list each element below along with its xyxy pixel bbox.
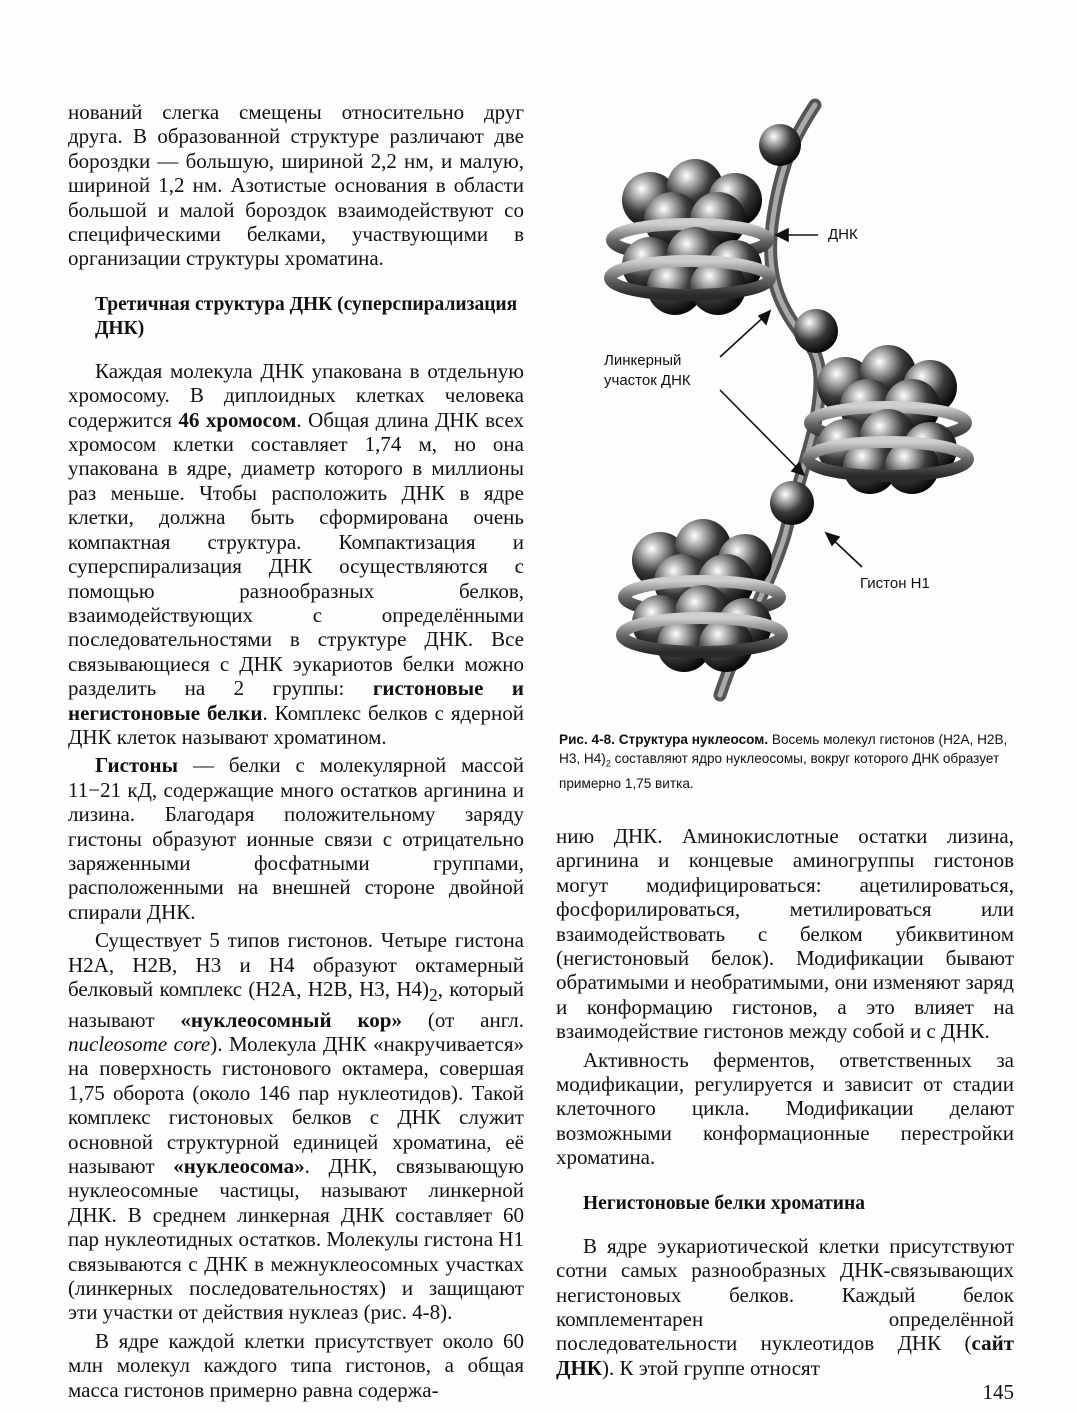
left-text-column xyxy=(68,100,524,1402)
nucleosome-illustration xyxy=(590,95,1030,710)
paragraph-histones: Гистоны — белки с молекулярной массой 11−21 кД, содержащие много остатков аргинина и лизина. Благодаря положительному заряду гистоны образуют ионные связи с отрицательно заряженными фосфатными группами, расположенными на внешней стороне двойной спирали ДНК. xyxy=(68,753,524,924)
paragraph-histone-count: В ядре каждой клетки присутствует около 60 млн молекул каждого типа гистонов, а общая масса гистонов примерно равна содержа- xyxy=(68,1328,524,1402)
nucleosome-figure xyxy=(590,95,1030,710)
linker-ball-1 xyxy=(759,124,801,166)
histone-h1-ball xyxy=(770,481,814,525)
figure-caption: Рис. 4-8. Структура нуклеосом. Восемь молекул гистонов (Н2А, Н2В, Н3, $Н4)_2$ составляют ядро нуклеосомы, вокруг которого ДНК образует примерно 1,75 витка. xyxy=(559,732,1008,791)
nucleosome-middle xyxy=(808,345,968,494)
paragraph-nonhistone: В ядре эукариотической клетки присутствуют сотни самых разнообразных ДНК-связывающих негистоновых белков. Каждый белок комплементарен определённой последовательности нуклеотидов ДНК (сайт ДНК). К этой группе относят xyxy=(556,1233,1014,1380)
label-dna: ДНК xyxy=(828,226,858,243)
paragraph-histone-types: Существует 5 типов гистонов. Четыре гистона Н2А, Н2В, Н3 и Н4 образуют октамерный белковый комплекс (Н2А, Н2В, Н3, $Н4)_2$, который называют «нуклеосомный кор» (от англ. nucleosome core). Молекула ДНК «накручивается» на поверхность гистонового октамера, совершая 1,75 оборота (около 146 пар нуклеотидов). Такой комплекс гистоновых белков с ДНК служит основной структурной единицей хроматина, её называют «нуклеосома». ДНК, связывающую нуклеосомные частицы, называют линкерной ДНК. В среднем линкерная ДНК составляет 60 пар нуклеотидных остатков. Молекулы гистона Н1 связываются с ДНК в межнуклеосомных участках (линкерных последовательностях) и защищают эти участки от действия нуклеаз (рис. 4-8). xyxy=(68,928,524,1325)
page-number: 145 xyxy=(982,1380,1014,1404)
section-heading-tertiary-structure: Третичная структура ДНК (суперспирализация ДНК) xyxy=(95,293,518,339)
section-heading-nonhistone: Негистоновые белки хроматина xyxy=(583,1192,866,1214)
paragraph-enzyme-activity: Активность ферментов, ответственных за модификации, регулируется и зависит от стадии клеточного цикла. Модификации делают возможными конформационные перестройки хроматина. xyxy=(556,1047,1014,1170)
linker-ball-2 xyxy=(794,309,838,353)
label-linker-line2: участок ДНК xyxy=(604,372,691,389)
label-linker-line1: Линкерный xyxy=(604,352,682,369)
paragraph-packaging: Каждая молекула ДНК упакована в отдельную хромосому. В диплоидных клетках человека содержится 46 хромосом. Общая длина ДНК всех хромосом клетки составляет 1,74 м, но она упакована в ядре, диаметр которого в миллионы раз меньше. Чтобы расположить ДНК в ядре клетки, должна быть сформирована очень компактная структура. Компактизация и суперспирализация ДНК осуществляются с помощью разнообразных белков, взаимодействующих с определёнными последовательностями в структуре ДНК. Все связывающиеся с ДНК эукариотов белки можно разделить на 2 группы: гистоновые и негистоновые белки. Комплекс белков с ядерной ДНК клеток называют хроматином. xyxy=(68,358,525,749)
intro-paragraph: нований слегка смещены относительно друг друга. В образованной структуре различают две бороздки — большую, шириной 2,2 нм, и малую, шириной 1,2 нм. Азотистые основания в области большой и малой бороздок взаимодействуют со специфическими белками, участвующими в организации структуры хроматина. xyxy=(68,100,524,271)
nucleosome-top xyxy=(610,159,770,315)
right-text-column xyxy=(556,824,1014,1380)
label-histone-h1: Гистон Н1 xyxy=(860,575,930,592)
continued-paragraph: нию ДНК. Аминокислотные остатки лизина, аргинина и концевые аминогруппы гистонов могут модифицироваться: ацетилироваться, фосфорилироваться, метилироваться или взаимодействовать с белком убиквитином (негистоновый белок). Модификации бывают обратимыми и необратимыми, они изменяют заряд и конформацию гистонов, а это влияет на взаимодействие гистонов между собой и с ДНК. xyxy=(556,824,1014,1044)
